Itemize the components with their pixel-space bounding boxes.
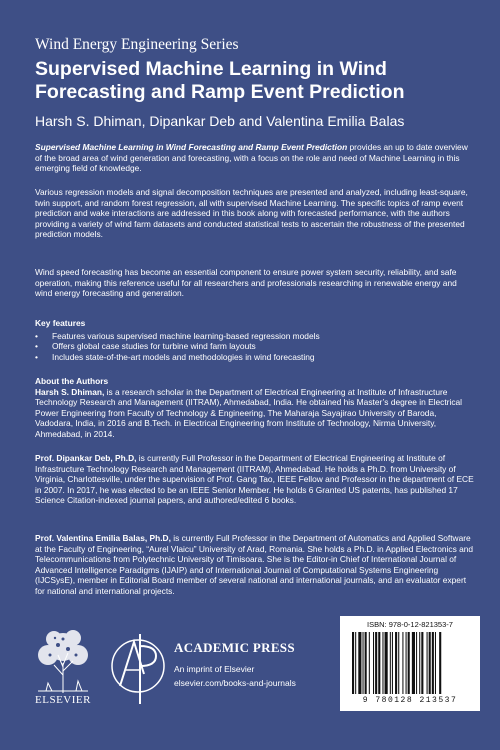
author-1-bio: is a research scholar in the Department of Electrical Engineering at Institute of Infrastructure Technology Research and Management (IITRAM), Ahmedabad, India. He obtained his Master’s degree in Electrical Power Engineering from Faculty of Technology & Engineering, The Maharaja Sayajirao University of Baroda, Vadodara, India, in 2016 and B.Tech. in Electrical Engineering from Institute of Technology, Nirma University, Ahmedabad, in 2014.: [35, 386, 463, 439]
barcode-bar: [408, 632, 410, 694]
publisher-url: elsevier.com/books-and-journals: [174, 678, 296, 688]
barcode-bar: [419, 632, 420, 694]
author-3-bio: is currently Full Professor in the Department of Automatics and Applied Software at the Faculty of Engineering, “Aurel Vlaicu” University of Arad, Romania. She holds a Ph.D. in Applied Electronics and Telecommunications from Polytechnic University of Timisoara. She is the Editor-in Chief of International Journal of Advanced Intelligence Paradigms (IJAIP) and of International Journal of Computational Systems Engineering (IJCSysE), member in Editorial Board member of several national and international journals, and an evaluator expert for national and international projects.: [35, 533, 474, 596]
author-3-name: Prof. Valentina Emilia Balas, Ph.D,: [35, 533, 171, 543]
barcode-bar: [439, 632, 441, 694]
barcode-bar: [373, 632, 374, 694]
academic-press-logo: [110, 624, 166, 708]
barcode-bar: [421, 632, 423, 694]
barcode-bar: [390, 632, 391, 694]
barcode-bar: [429, 632, 431, 694]
key-feature-item: • Features various supervised machine learning-based regression models: [35, 331, 475, 342]
intro-text: provides an up to date overview of the broad area of wind generation and forecasting, with a focus on the role and need of Machine Learning in this emerging field of knowledge.: [35, 142, 468, 174]
barcode-bar: [392, 632, 393, 694]
barcode-bar: [432, 632, 434, 694]
barcode-bar: [427, 632, 428, 694]
barcode-bar: [416, 632, 417, 694]
barcode-bar: [369, 632, 370, 694]
key-features-title: Key features: [35, 318, 86, 328]
intro-book-title: Supervised Machine Learning in Wind Forecasting and Ramp Event Prediction: [35, 142, 348, 152]
barcode-bar: [375, 632, 377, 694]
barcode-bar: [382, 632, 383, 694]
barcode-bars: [352, 632, 472, 694]
key-features-list: [35, 331, 475, 363]
barcode-bar: [406, 632, 407, 694]
description-paragraph: Various regression models and signal decomposition techniques are presented and analyzed, including least-square, twin support, and random forest regression, all with supervised Machine Learning. The specific topics of ramp event prediction and wake interactions are addressed in this book along with forecasted performance, with the authors providing a variety of wind farm datasets and conducted statistical tests to ascertain the robustness of the presented prediction models.: [35, 187, 468, 240]
barcode-bar: [358, 632, 361, 694]
barcode-bar: [363, 632, 364, 694]
barcode-box: [340, 616, 480, 711]
barcode-bar: [352, 632, 354, 694]
intro-paragraph: [35, 142, 475, 174]
about-author-2: [35, 453, 475, 506]
key-feature-item: • Offers global case studies for turbine wind farm layouts: [35, 341, 475, 352]
author-1-name: Harsh S. Dhiman,: [35, 386, 105, 397]
author-2-bio: is currently Full Professor in the Department of Electrical Engineering at Institute of Infrastructure Technology Research and Management (IITRAM), Ahmedabad. He holds a Ph.D. from University of Virginia, Charlottesville, under the supervision of Prof. Gang Tao, IEEE Fellow and Professor in the department of ECE in 2007. In 2017, he was elected to be an IEEE Senior Member. He holds 6 Granted US patents, has published 17 Science Citation-indexed journal papers, and authored/edited 6 books.: [35, 453, 474, 506]
key-feature-item: • Includes state-of-the-art models and methodologies in wind forecasting: [35, 352, 475, 363]
barcode-bar: [412, 632, 415, 694]
isbn-text: ISBN: 978-0-12-821353-7: [367, 620, 453, 629]
barcode-bar: [378, 632, 380, 694]
academic-press-name: ACADEMIC PRESS: [174, 640, 295, 655]
book-authors: Harsh S. Dhiman, Dipankar Deb and Valentina Emilia Balas: [35, 113, 405, 129]
barcode-bar: [355, 632, 356, 694]
series-name: Wind Energy Engineering Series: [35, 36, 239, 53]
barcode-bar: [385, 632, 388, 694]
elsevier-tree-logo: [28, 625, 98, 695]
barcode-bar: [365, 632, 367, 694]
book-title: Supervised Machine Learning in Wind Forecasting and Ramp Event Prediction: [35, 58, 405, 103]
key-features: [35, 318, 475, 362]
about-author-3: [35, 533, 475, 597]
about-authors-title: About the Authors: [35, 376, 109, 386]
barcode-bar: [435, 632, 436, 694]
barcode-bar: [402, 632, 403, 694]
author-2-name: Prof. Dipankar Deb, Ph.D,: [35, 453, 137, 463]
barcode-digits: 9 780128 213537: [362, 696, 458, 705]
barcode-bar: [398, 632, 399, 694]
elsevier-label: ELSEVIER: [35, 694, 91, 706]
about-author-1: [35, 376, 475, 440]
academic-press-imprint: An imprint of Elsevier: [174, 664, 255, 674]
barcode-bar: [395, 632, 397, 694]
forecasting-paragraph: Wind speed forecasting has become an essential component to ensure power system security, reliability, and safe operation, making this reference useful for all researchers and professionals researching in renewable energy and wind energy forecasting and generation.: [35, 267, 457, 299]
